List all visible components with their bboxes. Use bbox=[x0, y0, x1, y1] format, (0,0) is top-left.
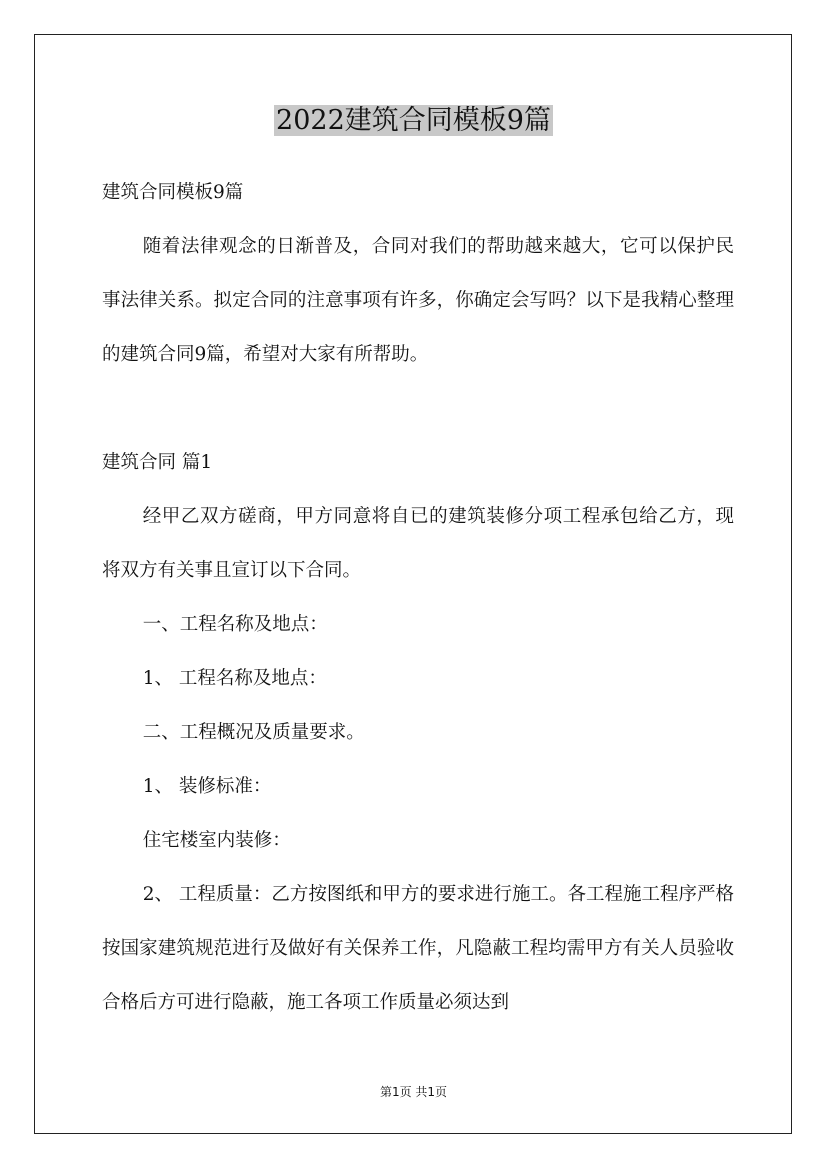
title-highlight: 2022建筑合同模板9篇 bbox=[276, 105, 551, 136]
paragraph-1: 经甲乙双方磋商，甲方同意将自已的建筑装修分项工程承包给乙方，现将双方有关事且宣订以下合同。 bbox=[102, 506, 734, 581]
list-item: 住宅楼室内装修： bbox=[142, 830, 291, 851]
section-heading: 建筑合同 篇1 bbox=[102, 452, 213, 473]
page-footer: 第1页 共1页 bbox=[379, 1085, 448, 1099]
list-item: 一、工程名称及地点： bbox=[142, 614, 328, 635]
list-item: 1、 工程名称及地点： bbox=[142, 668, 327, 689]
list-item: 二、工程概况及质量要求。 bbox=[142, 722, 365, 743]
intro-paragraph: 随着法律观念的日渐普及，合同对我们的帮助越来越大，它可以保护民事法律关系。拟定合同的注意事项有许多，你确定会写吗？以下是我精心整理的建筑合同9篇，希望对大家有所帮助。 bbox=[102, 236, 734, 365]
list-item: 1、 装修标准： bbox=[142, 776, 272, 797]
subtitle: 建筑合同模板9篇 bbox=[102, 182, 244, 203]
paragraph-quality: 2、 工程质量：乙方按图纸和甲方的要求进行施工。各工程施工程序严格按国家建筑规范进行及做好有关保养工作，凡隐蔽工程均需甲方有关人员验收合格后方可进行隐蔽，施工各项工作质量必须达到 bbox=[102, 884, 734, 1013]
document-title bbox=[0, 100, 827, 142]
